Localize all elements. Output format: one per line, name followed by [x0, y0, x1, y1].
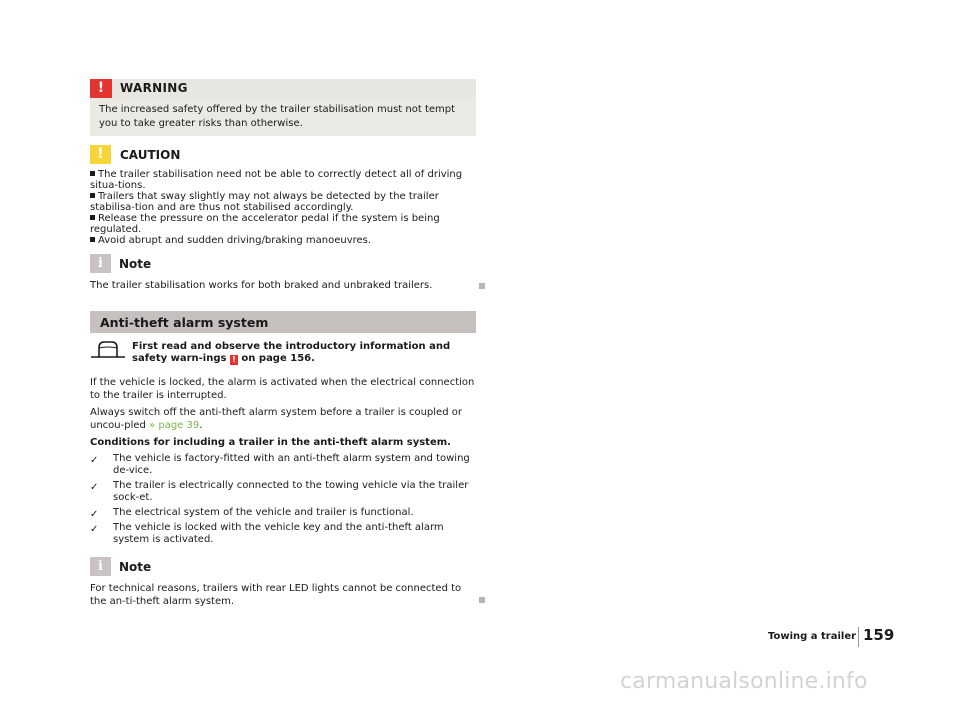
checkmark-icon: ✓ — [90, 482, 99, 493]
note-title: Note — [119, 560, 152, 574]
paragraph-alarm-activation: If the vehicle is locked, the alarm is activated when the electrical connection to the trailer is interrupted. — [90, 377, 475, 401]
square-bullet-icon — [90, 193, 95, 198]
conditions-list — [90, 453, 476, 549]
footer-divider — [858, 627, 859, 647]
note-text: The trailer stabilisation works for both braked and unbraked trailers. — [90, 280, 433, 291]
page-reference-link[interactable]: » page 39 — [149, 420, 200, 431]
square-bullet-icon — [90, 237, 95, 242]
note-title: Note — [119, 257, 152, 271]
warning-exclamation-icon: ! — [90, 79, 112, 98]
condition-item: ✓ The vehicle is locked with the vehicle key and the anti-theft alarm system is activated. — [90, 522, 444, 545]
footer-chapter-label: Towing a trailer — [768, 631, 857, 642]
section-end-marker-icon — [479, 283, 485, 289]
square-bullet-icon — [90, 171, 95, 176]
checkmark-icon: ✓ — [90, 509, 99, 520]
warning-title: WARNING — [120, 81, 188, 95]
conditions-title: Conditions for including a trailer in the anti-theft alarm system. — [90, 437, 451, 448]
intro-text: First read and observe the introductory information and safety warn-ings ! on page 156. — [132, 341, 451, 364]
caution-item: Trailers that sway slightly may not always be detected by the trailer stabilisa-tion and are thus not stabilised accordingly. — [90, 191, 439, 213]
checkmark-icon: ✓ — [90, 455, 99, 466]
warning-box — [90, 79, 476, 136]
square-bullet-icon — [90, 215, 95, 220]
warning-text: The increased safety offered by the trailer stabilisation must not tempt you to take greater risks than otherwise. — [99, 104, 456, 129]
caution-item: Avoid abrupt and sudden driving/braking manoeuvres. — [90, 235, 476, 246]
paragraph-switch-off: Always switch off the anti-theft alarm system before a trailer is coupled or uncou-pled » page 39. — [90, 407, 462, 431]
watermark: carmanualsonline.info — [620, 669, 868, 694]
section-title: Anti-theft alarm system — [100, 315, 269, 330]
caution-item: Release the pressure on the accelerator pedal if the system is being regulated. — [90, 213, 440, 235]
open-book-icon — [90, 340, 126, 360]
caution-item: The trailer stabilisation need not be able to correctly detect all of driving situa-tions. — [90, 169, 463, 191]
caution-title: CAUTION — [120, 148, 181, 162]
condition-item: ✓ The vehicle is factory-fitted with an anti-theft alarm system and towing de-vice. — [90, 453, 470, 476]
caution-exclamation-icon: ! — [90, 145, 111, 164]
caution-list — [90, 169, 476, 246]
page-number: 159 — [863, 626, 895, 644]
section-end-marker-icon — [479, 597, 485, 603]
condition-item: ✓ The trailer is electrically connected to the towing vehicle via the trailer sock-et. — [90, 480, 469, 503]
warning-mini-icon: ! — [230, 355, 238, 365]
note-text: For technical reasons, trailers with rear LED lights cannot be connected to the an-ti-theft alarm system. — [90, 583, 462, 607]
section-heading-bar — [90, 311, 476, 333]
note-info-icon: i — [90, 557, 111, 576]
note-info-icon: i — [90, 254, 111, 273]
checkmark-icon: ✓ — [90, 524, 99, 535]
warning-header — [90, 79, 476, 98]
condition-item: ✓ The electrical system of the vehicle and trailer is functional. — [90, 507, 414, 520]
